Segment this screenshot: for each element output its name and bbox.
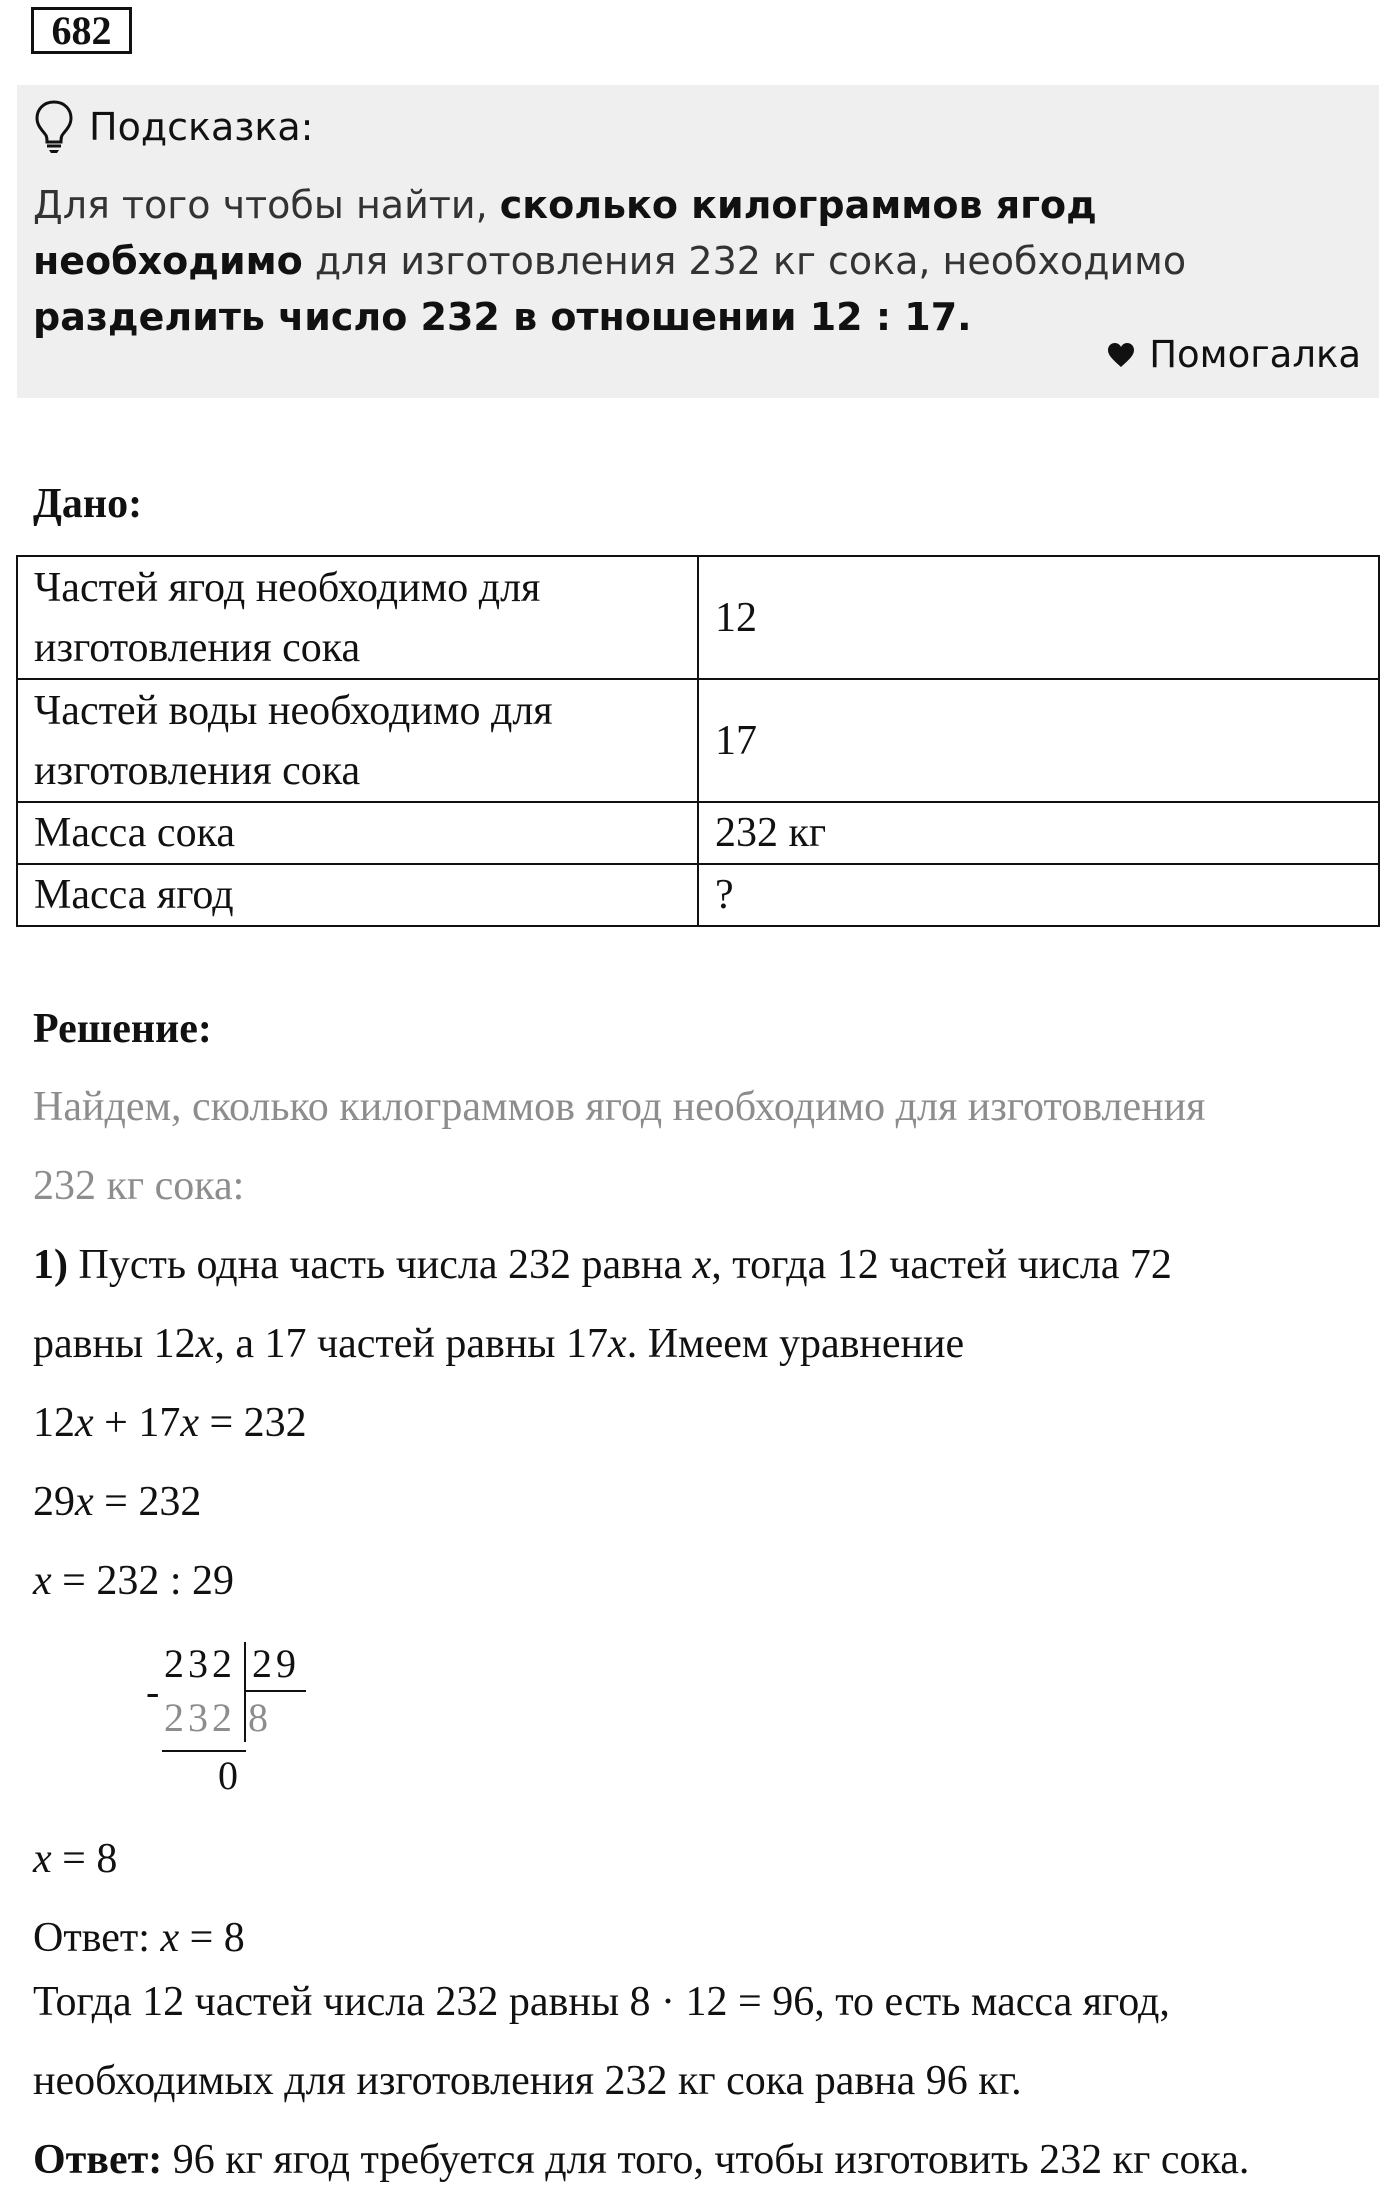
division-quotient: 8 xyxy=(248,1695,272,1740)
table-cell-label: Частей воды необходимо для изготовления сока xyxy=(17,679,698,802)
step-answer: Ответ: x = 8 xyxy=(33,1915,245,1961)
table-cell-value: 17 xyxy=(698,679,1379,802)
division-quotient-line xyxy=(246,1690,306,1692)
table-row xyxy=(17,864,1379,926)
hint-text-part1: Для того чтобы найти, xyxy=(33,183,500,227)
table-cell-value: ? xyxy=(698,864,1379,926)
table-cell-value: 232 кг xyxy=(698,802,1379,864)
hint-title: Подсказка: xyxy=(89,105,314,149)
division-subtrahend: 232 xyxy=(164,1695,236,1740)
division-divisor: 29 xyxy=(252,1641,300,1686)
solution-heading: Решение: xyxy=(33,1006,212,1052)
division-vertical-line xyxy=(244,1642,246,1742)
equation-division: x = 232 : 29 xyxy=(33,1558,235,1604)
division-result-line xyxy=(162,1750,246,1752)
lightbulb-icon xyxy=(33,99,75,155)
given-table xyxy=(16,555,1380,927)
solution-conclusion: Тогда 12 частей числа 232 равны 8 · 12 = 96, то есть масса ягод, необходимых для изготовления 232 кг сока равна 96 кг. xyxy=(33,1979,1170,2104)
hint-text-part3: для изготовления 232 кг сока, необходимо xyxy=(302,239,1187,283)
division-remainder: 0 xyxy=(218,1753,242,1798)
hint-text xyxy=(33,177,1353,345)
hint-header xyxy=(33,97,313,157)
problem-number: 682 xyxy=(31,7,132,54)
division-minus: - xyxy=(146,1669,164,1714)
long-division xyxy=(140,1640,340,1820)
final-answer: Ответ: 96 кг ягод требуется для того, чтобы изготовить 232 кг сока. xyxy=(33,2137,1250,2183)
table-cell-label: Частей ягод необходимо для изготовления сока xyxy=(17,556,698,679)
equation-combined: 29x = 232 xyxy=(33,1479,202,1525)
heart-icon xyxy=(1107,342,1135,368)
table-row xyxy=(17,556,1379,679)
table-row xyxy=(17,679,1379,802)
hint-text-part2: сколько килограммов ягод необходимо xyxy=(33,183,1097,283)
hint-box xyxy=(17,85,1379,398)
hint-footer-label: Помогалка xyxy=(1149,333,1361,376)
hint-text-part4: разделить число 232 в отношении 12 : 17. xyxy=(33,295,972,339)
given-heading: Дано: xyxy=(33,481,143,527)
division-dividend: 232 xyxy=(164,1641,236,1686)
table-cell-label: Масса сока xyxy=(17,802,698,864)
hint-footer[interactable] xyxy=(1107,333,1361,376)
solution-step-1: 1) Пусть одна часть числа 232 равна x, тогда 12 частей числа 72 равны 12x, а 17 частей равны 17x. Имеем уравнение xyxy=(33,1242,1172,1367)
table-row xyxy=(17,802,1379,864)
equation-sum: 12x + 17x = 232 xyxy=(33,1400,307,1446)
table-cell-label: Масса ягод xyxy=(17,864,698,926)
table-cell-value: 12 xyxy=(698,556,1379,679)
solution-intro: Найдем, сколько килограммов ягод необходимо для изготовления 232 кг сока: xyxy=(33,1084,1206,1209)
equation-result: x = 8 xyxy=(33,1836,118,1882)
